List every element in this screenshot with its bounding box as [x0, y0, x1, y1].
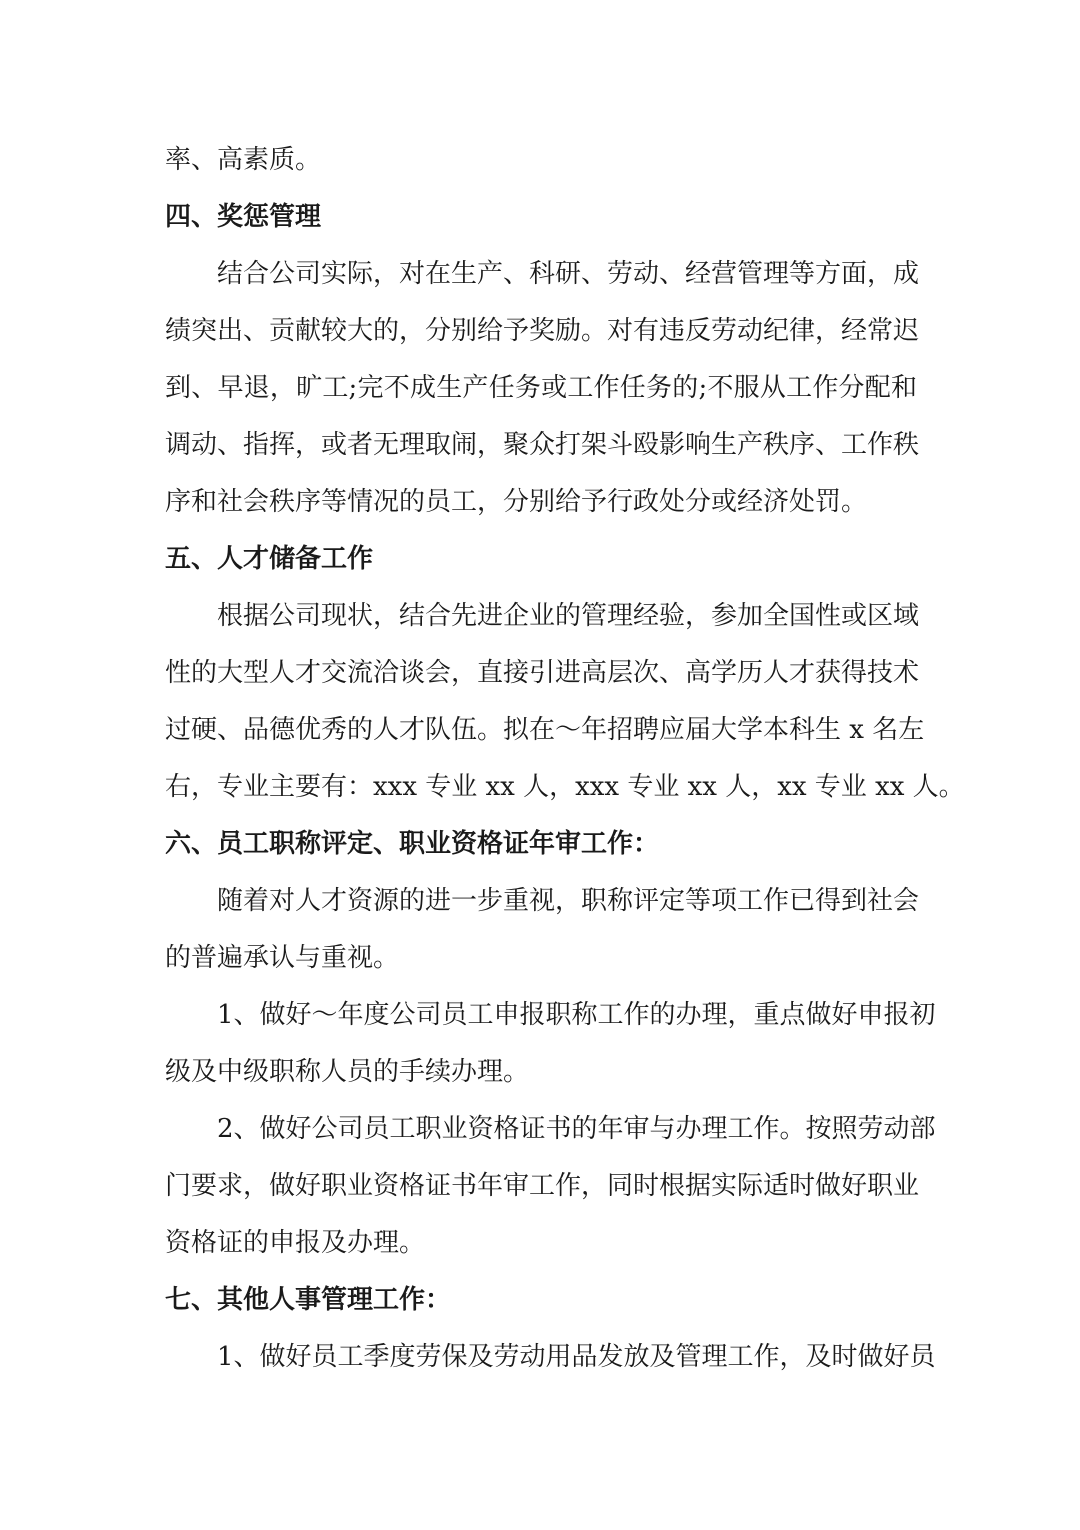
paragraph-line: 到、早退，旷工;完不成生产任务或工作任务的;不服从工作分配和 — [165, 373, 917, 403]
paragraph-line: 率、高素质。 — [165, 145, 322, 175]
section-heading-title-evaluation: 六、员工职称评定、职业资格证年审工作： — [165, 829, 660, 859]
section-heading-rewards: 四、奖惩管理 — [165, 202, 322, 232]
paragraph-line: 绩突出、贡献较大的，分别给予奖励。对有违反劳动纪律，经常迟 — [165, 316, 920, 346]
paragraph-line: 的普遍承认与重视。 — [165, 943, 400, 973]
list-item-line: 1、做好员工季度劳保及劳动用品发放及管理工作，及时做好员 — [217, 1342, 936, 1372]
paragraph-line: 性的大型人才交流洽谈会，直接引进高层次、高学历人才获得技术 — [165, 658, 920, 688]
paragraph-line: 随着对人才资源的进一步重视，职称评定等项工作已得到社会 — [217, 886, 920, 916]
paragraph-line: 右，专业主要有：xxx 专业 xx 人，xxx 专业 xx 人，xx 专业 xx 人。 — [165, 772, 965, 802]
paragraph-line: 结合公司实际，对在生产、科研、劳动、经营管理等方面，成 — [217, 259, 920, 289]
paragraph-line: 过硬、品德优秀的人才队伍。拟在～年招聘应届大学本科生 x 名左 — [165, 715, 925, 745]
section-heading-talent-reserve: 五、人才储备工作 — [165, 544, 374, 574]
paragraph-line: 序和社会秩序等情况的员工，分别给予行政处分或经济处罚。 — [165, 487, 868, 517]
paragraph-line: 调动、指挥，或者无理取闹，聚众打架斗殴影响生产秩序、工作秩 — [165, 430, 920, 460]
list-item-line: 门要求，做好职业资格证书年审工作，同时根据实际适时做好职业 — [165, 1171, 920, 1201]
list-item-line: 1、做好～年度公司员工申报职称工作的办理，重点做好申报初 — [217, 1000, 936, 1030]
list-item-line: 资格证的申报及办理。 — [165, 1228, 426, 1258]
list-item-line: 2、做好公司员工职业资格证书的年审与办理工作。按照劳动部 — [217, 1114, 936, 1144]
paragraph-line: 根据公司现状，结合先进企业的管理经验，参加全国性或区域 — [217, 601, 920, 631]
section-heading-other-hr: 七、其他人事管理工作： — [165, 1285, 452, 1315]
list-item-line: 级及中级职称人员的手续办理。 — [165, 1057, 530, 1087]
